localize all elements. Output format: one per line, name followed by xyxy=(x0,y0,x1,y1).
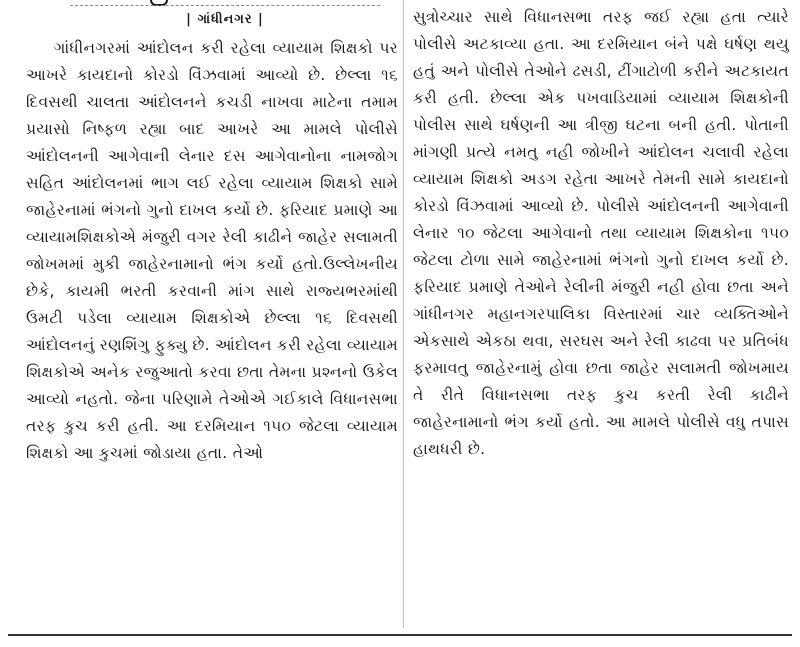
dateline-text: | ગાંધીનગર | xyxy=(180,12,270,27)
article-column-left: ગાંધીનગરમાં આંદોલન કરી રહેલા વ્યાયામ શિક્ષકો પર આખરે કાયદાનો કોરડો વિંઝવામાં આવ્યો છે. છેલ્લા ૧૬ દિવસથી ચાલતા આંદોલનને કચડી નાખવા માટેના તમામ પ્રયાસો નિષ્ફળ રહ્યા બાદ આખરે આ મામલે પોલીસે આંદોલનની આગેવાની લેનાર દસ આગેવાનોના નામજોગ સહિત આંદોલનમાં ભાગ લઈ રહેલા વ્યાયામ શિક્ષકો સામે જાહેરનામાં ભંગનો ગુનો દાખલ કર્યો છે. ફરિયાદ પ્રમાણે આ વ્યાયામશિક્ષકોએ મંજુરી વગર રેલી કાઢીને જાહેર સલામતી જોખમમાં મુકી જાહેરનામાનો ભંગ કર્યો હતો.ઉલ્લેખનીય છેકે, કાયમી ભરતી કરવાની માંગ સાથે રાજ્યભરમાંથી ઉમટી પડેલા વ્યાયામ શિક્ષકોએ છેલ્લા ૧૬ દિવસથી આંદોલનનું રણશિંગુ ફુક્યુ છે. આંદોલન કરી રહેલા વ્યાયામ શિક્ષકોએ અનેક રજુઆતો કરવા છતા તેમના પ્રશ્નનો ઉકેલ આવ્યો નહતો. જેના પરિણામે તેઓએ ગઈકાલે વિધાનસભા તરફ કુચ કરી હતી. આ દરમિયાન ૧૫૦ જેટલા વ્યાયામ શિક્ષકો આ કુચમાં જોડાયા હતા. તેઓ xyxy=(26,39,398,462)
article-column-right: સુત્રોચ્ચાર સાથે વિધાનસભા તરફ જઈ રહ્યા હતા ત્યારે પોલીસે અટકાવ્યા હતા. આ દરમિયાન બંને પક્ષે ઘર્ષણ થયુ હતું અને પોલીસે તેઓને ઢસડી, ટીંગાટોળી કરીને અટકાયત કરી હતી. છેલ્લા એક પખવાડિયામાં વ્યાયામ શિક્ષકોની પોલીસ સાથે ઘર્ષણની આ ત્રીજી ઘટના બની હતી. પોતાની માંગણી પ્રત્યે નમતુ નહી જોખીને આંદોલન ચલાવી રહેલા વ્યાયામ શિક્ષકો અડગ રહેતા આખરે તેમની સામે કાયદાનો કોરડો વિંઝવામાં આવ્યો છે. પોલીસે આંદોલનની આગેવાની લેનાર ૧૦ જેટલા આગેવાનો તથા વ્યાયામ શિક્ષકોના ૧૫૦ જેટલા ટોળા સામે જાહેરનામાં ભંગનો ગુનો દાખલ કર્યો છે. ફરિયાદ પ્રમાણે તેઓને રેલીની મંજુરી નહી હોવા છતા અને ગાંધીનગર મહાનગરપાલિકા વિસ્તારમાં ચાર વ્યક્તિઓને એકસાથે એકઠા થવા, સરઘસ અને રેલી કાઢવા પર પ્રતિબંધ ફરમાવતુ જાહેરનામું હોવા છતા જાહેર સલામતી જોખમાય તે રીતે વિધાનસભા તરફ કુચ કરતી રેલી કાઢીને જાહેરનામાનો ભંગ કર્યો હતો. આ મામલે પોલીસે વધુ તપાસ હાથધરી છે. xyxy=(413,8,789,458)
column-divider xyxy=(403,0,404,628)
dateline-rule xyxy=(70,5,380,6)
bottom-rule xyxy=(8,634,792,636)
dateline xyxy=(60,12,390,27)
